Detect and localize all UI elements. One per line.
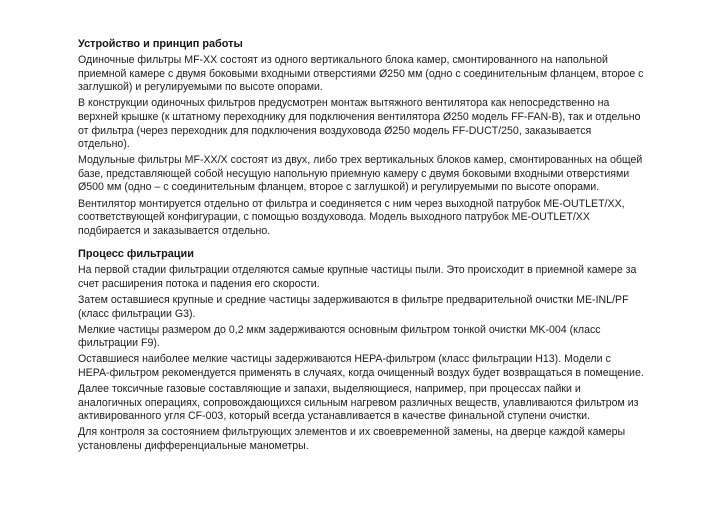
section-heading-device-and-operation: Устройство и принцип работы	[78, 38, 243, 50]
paragraph-first-stage: На первой стадии фильтрации отделяются самые крупные частицы пыли. Это происходит в приемной камере за счет расширения потока и падения его скорости.	[78, 264, 637, 290]
paragraph-modular-filters: Модульные фильтры MF-XX/X состоят из двух, либо трех вертикальных блоков камер, смонтированных на общей базе, представляющей собой несущую напольную приемную камеру с двумя боковыми входными отверстиями Ø500 мм (одно – с соединительным фланцем, второе с заглушкой) и регулируемыми по высоте опорами.	[78, 154, 643, 194]
paragraph-single-filters: Одиночные фильтры MF-XX состоят из одного вертикального блока камер, смонтированного на напольной приемной камере с двумя боковыми входными отверстиями Ø250 мм (одно с соединительным фланцем, второе с заглушкой) и регулируемыми по высоте опорами.	[78, 54, 644, 94]
paragraph-prefilter-stage: Затем оставшиеся крупные и средние частицы задерживаются в фильтре предварительной очистки ME-INL/PF (класс фильтрации G3).	[78, 294, 629, 320]
paragraph-fine-filter-stage: Мелкие частицы размером до 0,2 мкм задерживаются основным фильтром тонкой очистки MK-004 (класс фильтрации F9).	[78, 323, 601, 350]
section-heading-filtration-process: Процесс фильтрации	[78, 248, 194, 261]
paragraph-differential-manometers: Для контроля за состоянием фильтрующих элементов и их своевременной замены, на дверце каждой камеры установлены дифференциальные манометры.	[78, 426, 626, 453]
paragraph-hepa-filter-stage: Оставшиеся наиболее мелкие частицы задерживаются HEPA-фильтром (класс фильтрации H13). Модели с HEPA-фильтром рекомендуется применять в случаях, когда очищенный воздух будет возвращаться в помещение.	[78, 353, 644, 380]
paragraph-fan-outlet-connection: Вентилятор монтируется отдельно от фильтра и соединяется с ним через выходной патрубок ME-OUTLET/XX, соответствующей конфигурации, с помощью воздуховода. Модель выходного патрубок ME-OUTLET/XX подбирается и заказывается отдельно.	[78, 197, 625, 237]
section-device-and-operation	[78, 38, 645, 238]
section-filtration-process	[78, 248, 645, 453]
paragraph-carbon-filter-stage: Далее токсичные газовые составляющие и запахи, выделяющиеся, например, при процессах пайки и аналогичных операциях, сопровождающихся сильным нагревом различных веществ, улавливаются фильтром из активированного угля CF-003, который всегда устанавливается в качестве финальной ступени очистки.	[78, 383, 639, 423]
paragraph-fan-mounting-options: В конструкции одиночных фильтров предусмотрен монтаж вытяжного вентилятора как непосредственно на верхней крышке (к штатному переходнику для подключения вентилятора Ø250 модель FF-FAN-B), так и отдельно от фильтра (через переходник для подключения воздуховода Ø250 модель FF-DUCT/250, заказывается отдельно).	[78, 97, 641, 151]
